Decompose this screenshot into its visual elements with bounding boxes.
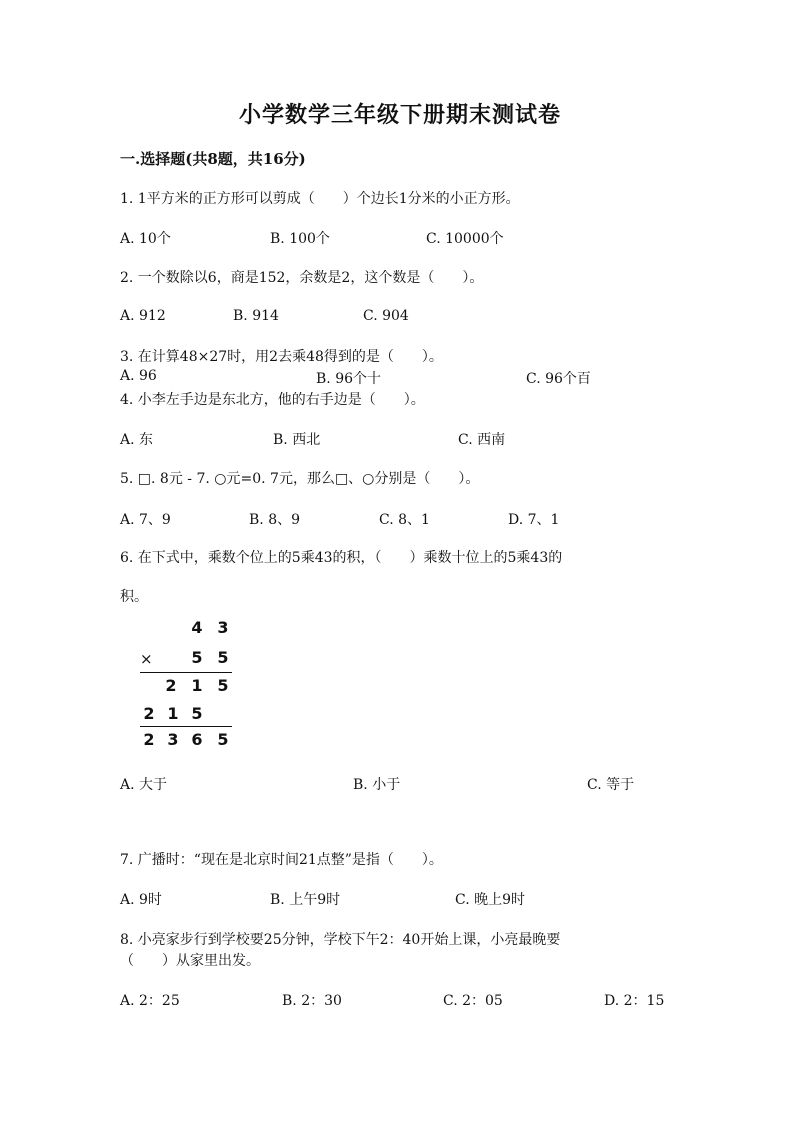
question-2-option-a[interactable]: A. 912 (120, 308, 166, 324)
mult-digit: 5 (191, 704, 203, 723)
mult-digit: 1 (191, 676, 203, 695)
mult-digit: 2 (165, 676, 177, 695)
question-4-option-b[interactable]: B. 西北 (273, 432, 321, 448)
question-6-line-1: 6. 在下式中，乘数个位上的5乘43的积，（ ）乘数十位上的5乘43的 (120, 550, 563, 566)
page-title: 小学数学三年级下册期末测试卷 (238, 103, 561, 128)
mult-digit: 3 (217, 618, 229, 637)
question-2-option-b[interactable]: B. 914 (233, 308, 279, 324)
question-4-option-c[interactable]: C. 西南 (458, 432, 506, 448)
mult-digit: 5 (217, 730, 229, 749)
question-8-line-2: （ ）从家里出发。 (120, 953, 260, 969)
question-3-option-c[interactable]: C. 96个百 (526, 371, 591, 387)
question-7-option-a[interactable]: A. 9时 (120, 892, 162, 908)
mult-digit: 6 (191, 730, 203, 749)
mult-digit: 1 (167, 704, 179, 723)
question-3-option-b[interactable]: B. 96个十 (316, 371, 382, 387)
mult-digit: 5 (217, 676, 229, 695)
question-4: 4. 小李左手边是东北方，他的右手边是（ ）。 (120, 392, 425, 408)
question-1: 1. 1平方米的正方形可以剪成（ ）个边长1分米的小正方形。 (120, 191, 520, 207)
question-6-option-c[interactable]: C. 等于 (587, 777, 635, 793)
question-7: 7. 广播时：“现在是北京时间21点整”是指（ ）。 (120, 852, 443, 868)
times-sign: × (140, 650, 153, 668)
question-8-option-c[interactable]: C. 2：05 (443, 993, 503, 1009)
question-5-option-b[interactable]: B. 8、9 (249, 512, 301, 528)
question-8-option-a[interactable]: A. 2：25 (120, 993, 180, 1009)
question-8-line-1: 8. 小亮家步行到学校要25分钟，学校下午2：40开始上课，小亮最晚要 (120, 932, 561, 948)
question-1-option-b[interactable]: B. 100个 (270, 231, 330, 247)
question-2: 2. 一个数除以6，商是152，余数是2，这个数是（ ）。 (120, 270, 484, 286)
mult-digit: 2 (143, 730, 155, 749)
question-5: 5. □. 8元 - 7. ○元=0. 7元，那么□、○分别是（ ）。 (120, 471, 480, 487)
question-1-option-a[interactable]: A. 10个 (120, 231, 171, 247)
question-6-option-b[interactable]: B. 小于 (353, 777, 401, 793)
question-3: 3. 在计算48×27时，用2去乘48得到的是（ ）。 (120, 349, 443, 365)
section-heading: 一.选择题(共8题，共16分) (120, 150, 306, 168)
question-5-option-c[interactable]: C. 8、1 (379, 512, 430, 528)
question-1-option-c[interactable]: C. 10000个 (426, 231, 504, 247)
mult-digit: 4 (191, 618, 203, 637)
mult-digit: 3 (167, 730, 179, 749)
mult-digit: 2 (143, 704, 155, 723)
mult-digit: 5 (217, 648, 229, 667)
question-4-option-a[interactable]: A. 东 (120, 432, 154, 448)
question-7-option-c[interactable]: C. 晚上9时 (455, 892, 526, 908)
question-7-option-b[interactable]: B. 上午9时 (270, 892, 341, 908)
question-6-line-2: 积。 (120, 589, 148, 605)
question-5-option-a[interactable]: A. 7、9 (120, 512, 171, 528)
question-6-option-a[interactable]: A. 大于 (120, 777, 168, 793)
question-8-option-d[interactable]: D. 2：15 (604, 993, 665, 1009)
mult-digit: 5 (191, 648, 203, 667)
question-5-option-d[interactable]: D. 7、1 (508, 512, 560, 528)
mult-divider (140, 672, 232, 673)
question-8-option-b[interactable]: B. 2：30 (282, 993, 342, 1009)
question-3-option-a[interactable]: A. 96 (120, 368, 157, 384)
question-2-option-c[interactable]: C. 904 (363, 308, 409, 324)
mult-divider (140, 726, 232, 727)
multiplication-vertical-form (120, 612, 260, 762)
